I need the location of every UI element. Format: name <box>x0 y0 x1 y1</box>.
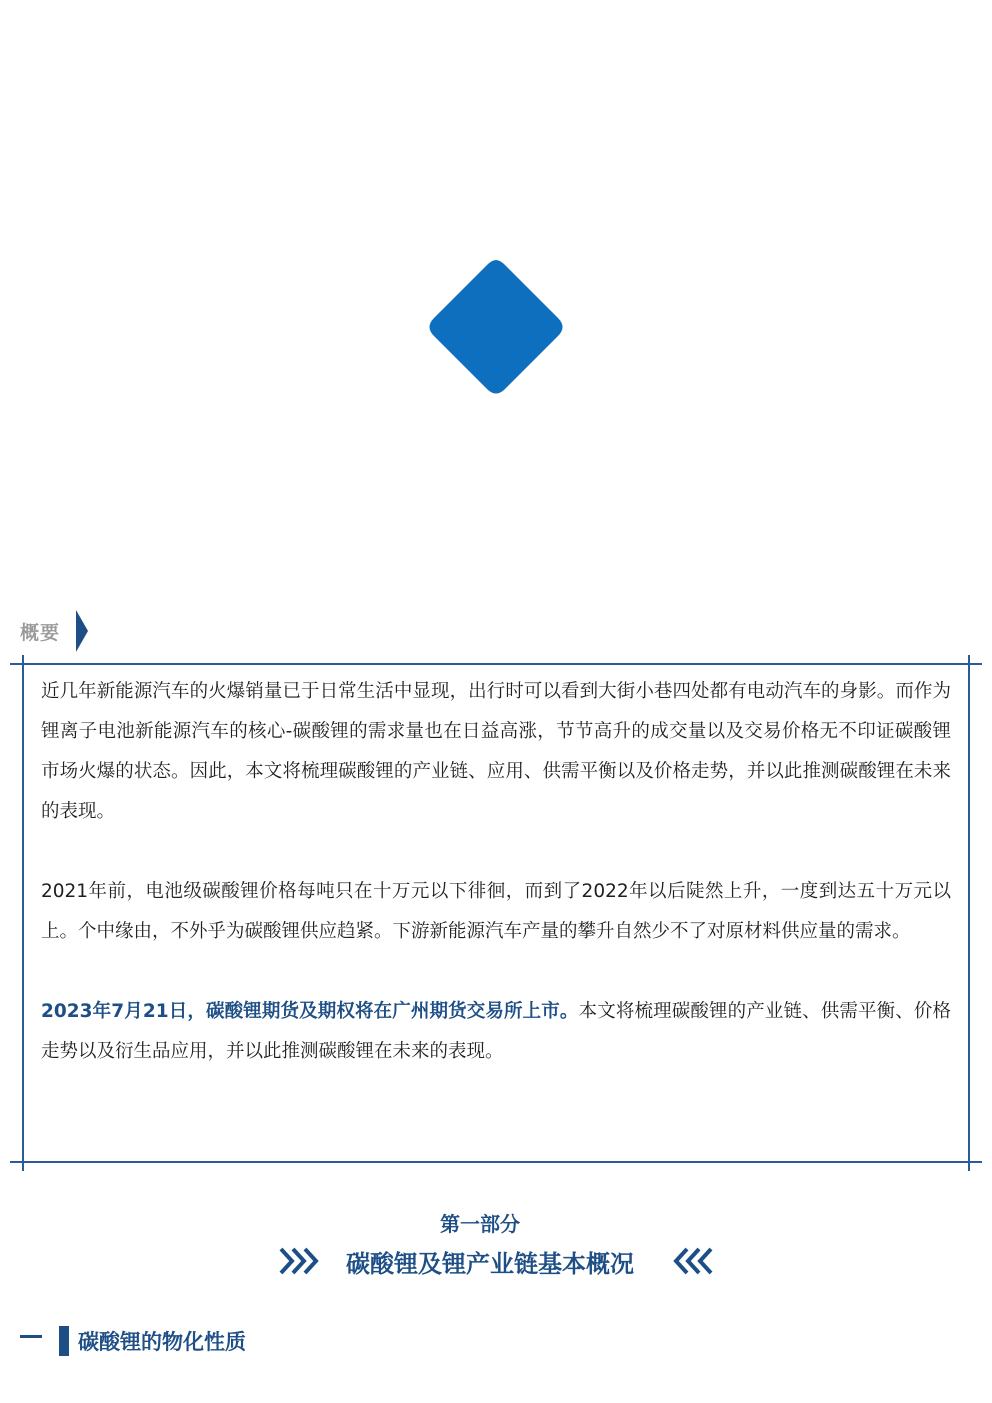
triple-chevron-left-icon <box>670 1245 714 1277</box>
summary-paragraph-1: 近几年新能源汽车的火爆销量已于日常生活中显现，出行时可以看到大街小巷四处都有电动汽车的身影。而作为锂离子电池新能源汽车的核心-碳酸锂的需求量也在日益高涨，节节高升的成交量以及交易价格无不印证碳酸锂市场火爆的状态。因此，本文将梳理碳酸锂的产业链、应用、供需平衡以及价格走势，并以此推测碳酸锂在未来的表现。 <box>41 681 951 822</box>
summary-body <box>41 672 951 1072</box>
part-label: 第一部分 <box>440 1212 520 1236</box>
listing-date-highlight: 2023年7月21日，碳酸锂期货及期权将在广州期货交易所上市。 <box>41 1001 579 1022</box>
subsection-title: 碳酸锂的物化性质 <box>78 1330 246 1354</box>
frame-top-line <box>10 663 982 665</box>
subsection-dash <box>20 1335 42 1338</box>
section-title: 碳酸锂及锂产业链基本概况 <box>346 1250 634 1278</box>
summary-paragraph-2: 2021年前，电池级碳酸锂价格每吨只在十万元以下徘徊，而到了2022年以后陡然上升，一度到达五十万元以上。个中缘由，不外乎为碳酸锂供应趋紧。下游新能源汽车产量的攀升自然少不了对原材料供应量的需求。 <box>41 881 951 942</box>
summary-paragraph-3-text: 本文将梳理碳酸锂的产业链、供需平衡、价格走势以及衍生品应用，并以此推测碳酸锂在未来的表现。 <box>41 1001 951 1062</box>
frame-bottom-line <box>10 1161 982 1163</box>
arrow-right-icon <box>76 610 88 652</box>
diamond-logo-icon <box>425 256 567 398</box>
subsection-bar <box>59 1326 69 1356</box>
frame-right-line <box>968 655 970 1171</box>
summary-label: 概要 <box>20 622 61 644</box>
summary-paragraph-3 <box>41 992 951 1072</box>
triple-chevron-right-icon <box>278 1245 322 1277</box>
frame-left-line <box>22 655 24 1171</box>
